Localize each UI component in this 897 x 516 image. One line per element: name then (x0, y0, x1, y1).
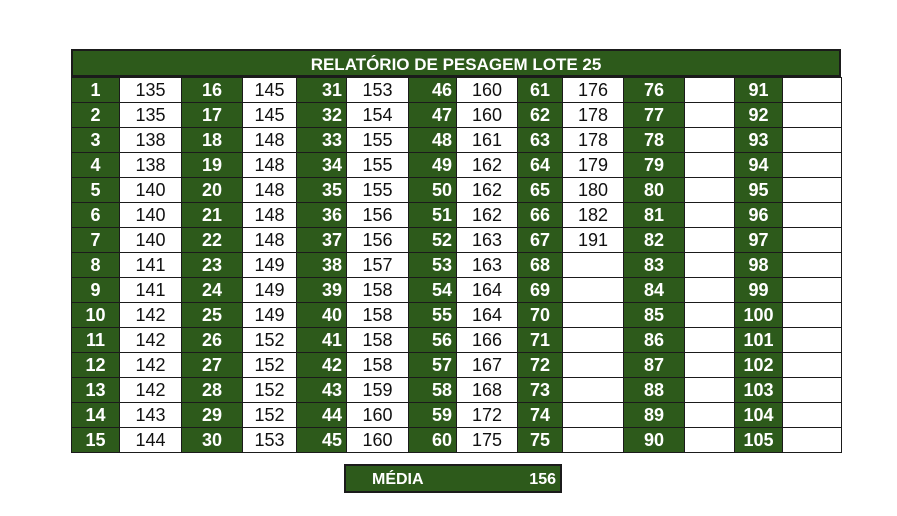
animal-number: 32 (297, 103, 347, 128)
animal-number: 63 (518, 128, 563, 153)
weight-value: 160 (457, 78, 518, 103)
weight-value: 138 (120, 153, 182, 178)
weights-table (71, 77, 842, 453)
table-row (72, 203, 842, 228)
weight-value (685, 303, 735, 328)
animal-number: 98 (735, 253, 783, 278)
animal-number: 84 (624, 278, 685, 303)
animal-number: 86 (624, 328, 685, 353)
animal-number: 50 (409, 178, 457, 203)
weight-value (685, 328, 735, 353)
weight-value: 141 (120, 253, 182, 278)
weight-value (783, 353, 842, 378)
animal-number: 44 (297, 403, 347, 428)
animal-number: 81 (624, 203, 685, 228)
weight-value: 149 (243, 278, 297, 303)
weight-value (563, 278, 624, 303)
weight-value (685, 403, 735, 428)
weight-value (783, 203, 842, 228)
weight-value: 161 (457, 128, 518, 153)
weight-value: 179 (563, 153, 624, 178)
weight-value: 160 (347, 403, 409, 428)
weight-value: 152 (243, 353, 297, 378)
table-row (72, 228, 842, 253)
weight-value (563, 353, 624, 378)
animal-number: 2 (72, 103, 120, 128)
animal-number: 102 (735, 353, 783, 378)
animal-number: 57 (409, 353, 457, 378)
animal-number: 35 (297, 178, 347, 203)
weight-value: 138 (120, 128, 182, 153)
animal-number: 60 (409, 428, 457, 453)
animal-number: 93 (735, 128, 783, 153)
animal-number: 68 (518, 253, 563, 278)
weight-value: 149 (243, 303, 297, 328)
weight-value: 158 (347, 328, 409, 353)
weight-value: 164 (457, 303, 518, 328)
animal-number: 100 (735, 303, 783, 328)
animal-number: 78 (624, 128, 685, 153)
animal-number: 4 (72, 153, 120, 178)
weight-value: 155 (347, 153, 409, 178)
weight-value (685, 278, 735, 303)
animal-number: 36 (297, 203, 347, 228)
weighing-report (71, 49, 841, 453)
weight-value (685, 128, 735, 153)
table-row (72, 278, 842, 303)
table-row (72, 128, 842, 153)
table-row (72, 178, 842, 203)
weight-value: 153 (347, 78, 409, 103)
weight-value (783, 78, 842, 103)
weight-value: 142 (120, 353, 182, 378)
weight-value (783, 178, 842, 203)
animal-number: 67 (518, 228, 563, 253)
weight-value: 153 (243, 428, 297, 453)
weight-value: 142 (120, 328, 182, 353)
animal-number: 72 (518, 353, 563, 378)
animal-number: 34 (297, 153, 347, 178)
animal-number: 76 (624, 78, 685, 103)
weight-value: 158 (347, 278, 409, 303)
animal-number: 77 (624, 103, 685, 128)
weight-value: 172 (457, 403, 518, 428)
weight-value (783, 228, 842, 253)
animal-number: 53 (409, 253, 457, 278)
weight-value (783, 403, 842, 428)
weight-value: 148 (243, 178, 297, 203)
animal-number: 75 (518, 428, 563, 453)
weight-value (685, 203, 735, 228)
weight-value: 167 (457, 353, 518, 378)
weight-value: 163 (457, 228, 518, 253)
weight-value: 140 (120, 178, 182, 203)
weight-value: 143 (120, 403, 182, 428)
animal-number: 9 (72, 278, 120, 303)
average-label: MÉDIA (372, 471, 424, 488)
animal-number: 3 (72, 128, 120, 153)
animal-number: 101 (735, 328, 783, 353)
animal-number: 19 (182, 153, 243, 178)
animal-number: 47 (409, 103, 457, 128)
animal-number: 94 (735, 153, 783, 178)
animal-number: 15 (72, 428, 120, 453)
weight-value: 163 (457, 253, 518, 278)
weight-value: 149 (243, 253, 297, 278)
animal-number: 8 (72, 253, 120, 278)
weight-value: 182 (563, 203, 624, 228)
table-row (72, 378, 842, 403)
animal-number: 88 (624, 378, 685, 403)
weight-value: 142 (120, 378, 182, 403)
animal-number: 74 (518, 403, 563, 428)
animal-number: 16 (182, 78, 243, 103)
animal-number: 105 (735, 428, 783, 453)
weight-value (783, 378, 842, 403)
table-row (72, 328, 842, 353)
animal-number: 5 (72, 178, 120, 203)
animal-number: 11 (72, 328, 120, 353)
animal-number: 52 (409, 228, 457, 253)
weight-value: 148 (243, 228, 297, 253)
weight-value: 144 (120, 428, 182, 453)
weight-value: 157 (347, 253, 409, 278)
weight-value: 145 (243, 78, 297, 103)
animal-number: 21 (182, 203, 243, 228)
animal-number: 79 (624, 153, 685, 178)
weight-value: 152 (243, 378, 297, 403)
animal-number: 99 (735, 278, 783, 303)
animal-number: 18 (182, 128, 243, 153)
weight-value: 145 (243, 103, 297, 128)
weight-value: 155 (347, 178, 409, 203)
animal-number: 31 (297, 78, 347, 103)
weight-value (563, 253, 624, 278)
table-row (72, 78, 842, 103)
weight-value: 140 (120, 203, 182, 228)
weight-value (685, 78, 735, 103)
animal-number: 97 (735, 228, 783, 253)
animal-number: 27 (182, 353, 243, 378)
animal-number: 10 (72, 303, 120, 328)
weight-value: 155 (347, 128, 409, 153)
table-row (72, 153, 842, 178)
weight-value: 158 (347, 353, 409, 378)
weight-value: 191 (563, 228, 624, 253)
animal-number: 73 (518, 378, 563, 403)
animal-number: 26 (182, 328, 243, 353)
weight-value: 154 (347, 103, 409, 128)
weight-value: 160 (347, 428, 409, 453)
animal-number: 56 (409, 328, 457, 353)
animal-number: 59 (409, 403, 457, 428)
animal-number: 41 (297, 328, 347, 353)
weight-value: 152 (243, 403, 297, 428)
animal-number: 14 (72, 403, 120, 428)
weight-value: 162 (457, 203, 518, 228)
weight-value (563, 378, 624, 403)
animal-number: 65 (518, 178, 563, 203)
weight-value: 140 (120, 228, 182, 253)
animal-number: 51 (409, 203, 457, 228)
animal-number: 40 (297, 303, 347, 328)
weight-value: 162 (457, 178, 518, 203)
weight-value (685, 103, 735, 128)
weight-value: 148 (243, 128, 297, 153)
average-value: 156 (529, 471, 556, 488)
weight-value: 160 (457, 103, 518, 128)
animal-number: 103 (735, 378, 783, 403)
report-title: RELATÓRIO DE PESAGEM LOTE 25 (71, 49, 841, 77)
animal-number: 64 (518, 153, 563, 178)
average-box (344, 464, 562, 493)
animal-number: 55 (409, 303, 457, 328)
animal-number: 48 (409, 128, 457, 153)
animal-number: 7 (72, 228, 120, 253)
weight-value (685, 353, 735, 378)
weight-value (685, 178, 735, 203)
weight-value: 152 (243, 328, 297, 353)
weight-value (783, 428, 842, 453)
animal-number: 24 (182, 278, 243, 303)
weight-value: 180 (563, 178, 624, 203)
animal-number: 92 (735, 103, 783, 128)
weight-value: 178 (563, 128, 624, 153)
animal-number: 61 (518, 78, 563, 103)
animal-number: 17 (182, 103, 243, 128)
animal-number: 45 (297, 428, 347, 453)
animal-number: 43 (297, 378, 347, 403)
animal-number: 46 (409, 78, 457, 103)
animal-number: 42 (297, 353, 347, 378)
weight-value (783, 328, 842, 353)
animal-number: 22 (182, 228, 243, 253)
weight-value (685, 253, 735, 278)
animal-number: 90 (624, 428, 685, 453)
weight-value (783, 128, 842, 153)
animal-number: 23 (182, 253, 243, 278)
animal-number: 25 (182, 303, 243, 328)
weight-value (685, 428, 735, 453)
animal-number: 1 (72, 78, 120, 103)
weight-value: 148 (243, 203, 297, 228)
animal-number: 13 (72, 378, 120, 403)
animal-number: 49 (409, 153, 457, 178)
table-row (72, 428, 842, 453)
animal-number: 29 (182, 403, 243, 428)
weight-value (563, 403, 624, 428)
weight-value: 168 (457, 378, 518, 403)
animal-number: 85 (624, 303, 685, 328)
animal-number: 87 (624, 353, 685, 378)
weight-value: 166 (457, 328, 518, 353)
weight-value (783, 278, 842, 303)
animal-number: 91 (735, 78, 783, 103)
weight-value: 159 (347, 378, 409, 403)
animal-number: 28 (182, 378, 243, 403)
weight-value (563, 303, 624, 328)
weight-value: 178 (563, 103, 624, 128)
animal-number: 80 (624, 178, 685, 203)
weight-value: 142 (120, 303, 182, 328)
animal-number: 66 (518, 203, 563, 228)
animal-number: 69 (518, 278, 563, 303)
weight-value (563, 328, 624, 353)
table-row (72, 353, 842, 378)
weight-value: 164 (457, 278, 518, 303)
animal-number: 38 (297, 253, 347, 278)
animal-number: 54 (409, 278, 457, 303)
animal-number: 37 (297, 228, 347, 253)
animal-number: 58 (409, 378, 457, 403)
weight-value: 156 (347, 228, 409, 253)
weight-value (685, 153, 735, 178)
table-row (72, 403, 842, 428)
weight-value: 176 (563, 78, 624, 103)
weight-value (685, 378, 735, 403)
animal-number: 83 (624, 253, 685, 278)
weight-value (783, 303, 842, 328)
animal-number: 95 (735, 178, 783, 203)
animal-number: 30 (182, 428, 243, 453)
weight-value: 175 (457, 428, 518, 453)
animal-number: 6 (72, 203, 120, 228)
weight-value (783, 103, 842, 128)
weight-value (563, 428, 624, 453)
weight-value: 135 (120, 103, 182, 128)
weight-value: 158 (347, 303, 409, 328)
weight-value: 162 (457, 153, 518, 178)
weight-value: 141 (120, 278, 182, 303)
animal-number: 39 (297, 278, 347, 303)
animal-number: 96 (735, 203, 783, 228)
weight-value (783, 253, 842, 278)
table-row (72, 253, 842, 278)
weight-value: 156 (347, 203, 409, 228)
weight-value (783, 153, 842, 178)
animal-number: 71 (518, 328, 563, 353)
table-row (72, 103, 842, 128)
weight-value (685, 228, 735, 253)
animal-number: 82 (624, 228, 685, 253)
animal-number: 89 (624, 403, 685, 428)
animal-number: 62 (518, 103, 563, 128)
weight-value: 135 (120, 78, 182, 103)
animal-number: 70 (518, 303, 563, 328)
animal-number: 104 (735, 403, 783, 428)
animal-number: 12 (72, 353, 120, 378)
weight-value: 148 (243, 153, 297, 178)
animal-number: 20 (182, 178, 243, 203)
table-row (72, 303, 842, 328)
animal-number: 33 (297, 128, 347, 153)
